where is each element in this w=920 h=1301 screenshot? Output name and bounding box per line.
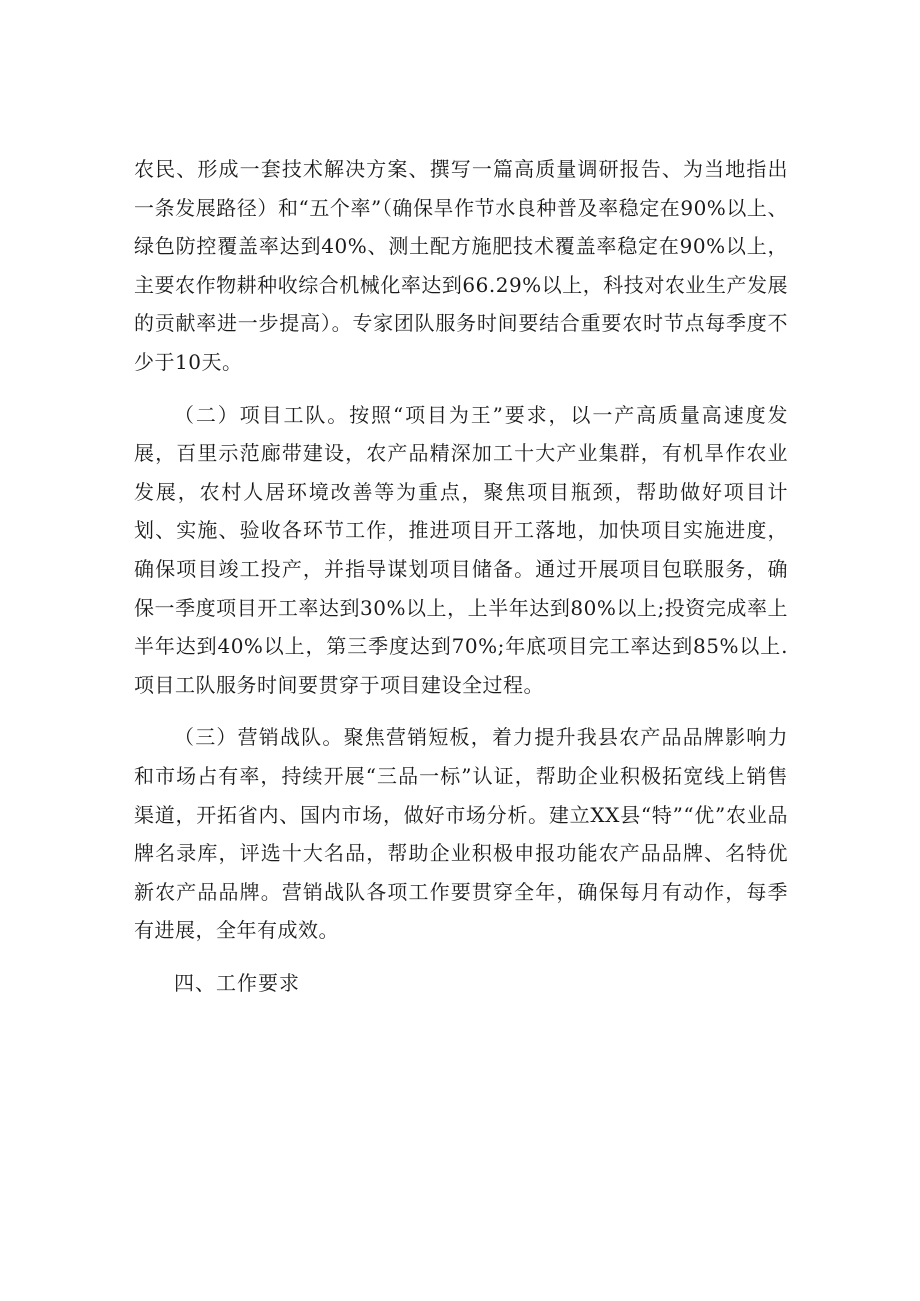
paragraph-project-team: （二）项目工队。按照“项目为王”要求，以一产高质量高速度发展，百里示范廊带建设，农产品精深加工十大产业集群，有机旱作农业发展，农村人居环境改善等为重点，聚焦项目瓶颈，帮助做好项目计划、实施、验收各环节工作，推进项目开工落地，加快项目实施进度，确保项目竣工投产，并指导谋划项目储备。通过开展项目包联服务，确保一季度项目开工率达到30%以上，上半年达到80%以上;投资完成率上半年达到40%以上，第三季度达到70%;年底项目完工率达到85%以上.项目工队服务时间要贯穿于项目建设全过程。 — [134, 402, 788, 697]
document-body — [134, 150, 788, 1002]
paragraph-marketing-team: （三）营销战队。聚焦营销短板，着力提升我县农产品品牌影响力和市场占有率，持续开展“三品一标”认证，帮助企业积极拓宽线上销售渠道，开拓省内、国内市场，做好市场分析。建立XX县“特”“优”农业品牌名录库，评选十大名品，帮助企业积极申报功能农产品品牌、名特优新农产品品牌。营销战队各项工作要贯穿全年，确保每月有动作，每季有进展，全年有成效。 — [134, 725, 788, 943]
section-heading-work-requirements: 四、工作要求 — [174, 970, 300, 995]
paragraph-continued-expert-team: 农民、形成一套技术解决方案、撰写一篇高质量调研报告、为当地指出一条发展路径）和“五个率”（确保旱作节水良种普及率稳定在90%以上、绿色防控覆盖率达到40%、测土配方施肥技术覆盖率稳定在90%以上，主要农作物耕种收综合机械化率达到66.29%以上，科技对农业生产发展的贡献率进一步提高）。专家团队服务时间要结合重要农时节点每季度不少于10天。 — [134, 157, 788, 374]
